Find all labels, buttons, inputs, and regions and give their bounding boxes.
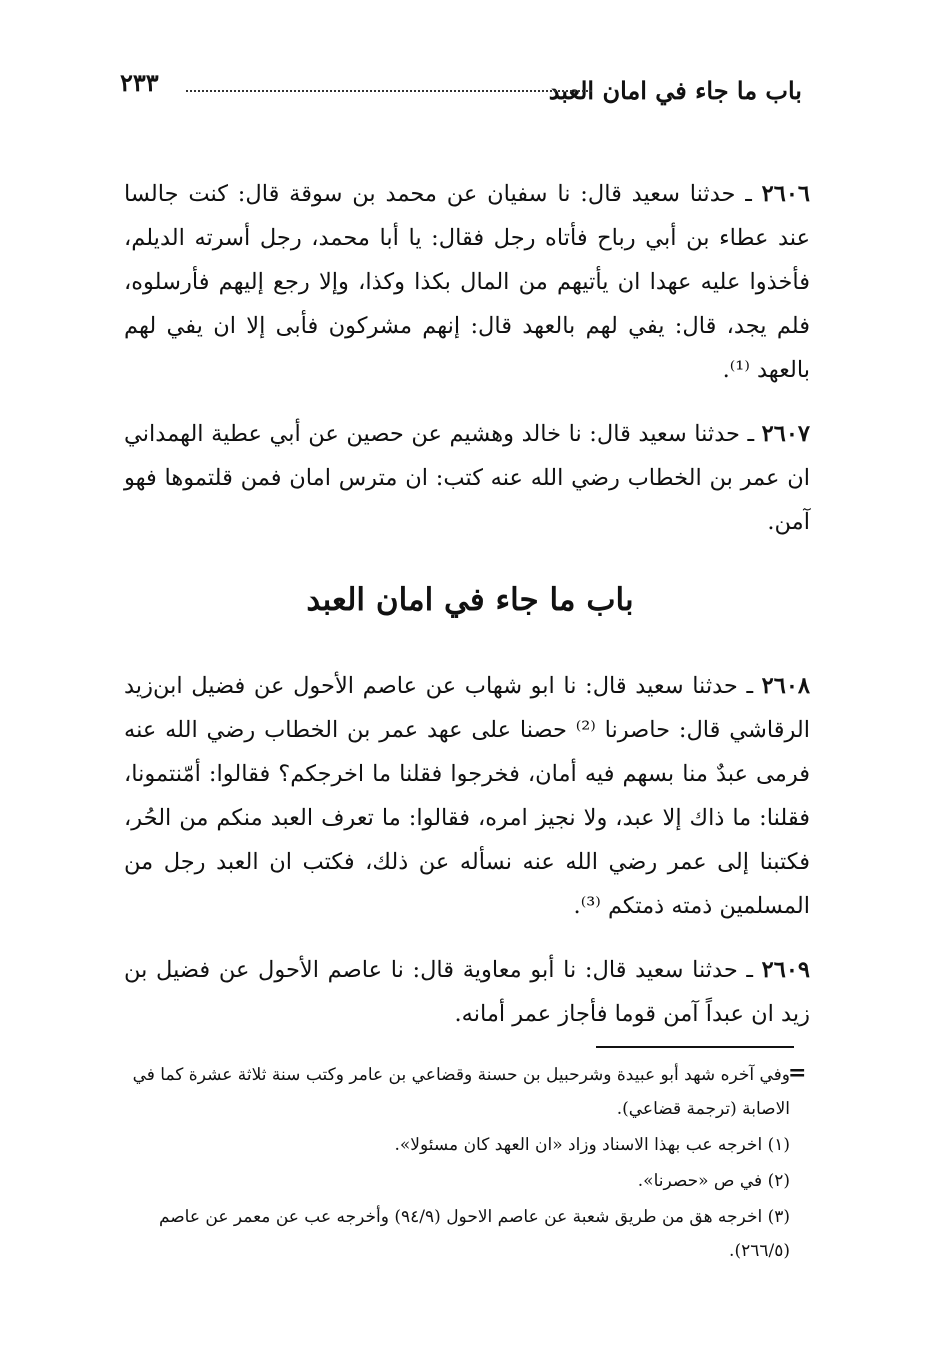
hadith-2607 xyxy=(124,412,810,544)
footnote-continuation: وفي آخره شهد أبو عبيدة وشرحبيل بن حسنة وقضاعي بن عامر وكتب سنة ثلاثة عشرة كما في الاصابة (ترجمة قضاعي). xyxy=(132,1065,790,1119)
running-header-title: باب ما جاء في امان العبد xyxy=(548,76,802,105)
footnote-separator xyxy=(596,1046,794,1048)
header-dotted-leader xyxy=(186,90,592,92)
hadith-text: ـ حدثنا سعيد قال: نا سفيان عن محمد بن سوقة قال: كنت جالسا عند عطاء بن أبي رباح فأتاه رجل فقال: يا أبا محمد، رجل أسرته الديلم، فأخذوا عليه عهدا ان يأتيهم من المال بكذا وكذا، وإلا رجع إليهم فأرسلوه، فلم يجد، قال: يفي لهم بالعهد قال: إنهم مشركون فأبى إلا ان يفي لهم بالعهد ⁽¹⁾. xyxy=(124,181,810,383)
footnote-1: (١) اخرجه عب بهذا الاسناد وزاد «ان العهد كان مسئولا». xyxy=(394,1135,790,1155)
chapter-title: باب ما جاء في امان العبد xyxy=(306,582,634,618)
hadith-2606 xyxy=(124,172,810,392)
footnote-continuation-mark: = xyxy=(788,1060,807,1086)
hadith-number: ٢٦٠٩ xyxy=(761,957,810,983)
page-number: ٢٣٣ xyxy=(120,68,159,97)
hadith-number: ٢٦٠٧ xyxy=(761,421,810,447)
footnote-2: (٢) في ص «حصرنا». xyxy=(637,1171,790,1191)
hadith-number: ٢٦٠٦ xyxy=(761,181,810,207)
hadith-number: ٢٦٠٨ xyxy=(761,673,810,699)
footnote-3: (٣) اخرجه هق من طريق شعبة عن عاصم الاحول (٩٤/٩) وأخرجه عب عن معمر عن عاصم (٢٦٦/٥). xyxy=(158,1207,790,1261)
hadith-2609 xyxy=(124,948,810,1036)
hadith-text: ـ حدثنا سعيد قال: نا أبو معاوية قال: نا عاصم الأحول عن فضيل بن زيد ان عبداً آمن قوما فأجاز عمر أمانه. xyxy=(124,957,810,1027)
hadith-text: ـ حدثنا سعيد قال: نا خالد وهشيم عن حصين عن أبي عطية الهمداني ان عمر بن الخطاب رضي الله عنه كتب: ان مترس امان فمن قلتموها فهو آمن. xyxy=(124,421,810,535)
hadith-2608 xyxy=(124,664,810,928)
hadith-text: ـ حدثنا سعيد قال: نا ابو شهاب عن عاصم الأحول عن فضيل ابن‌زيد الرقاشي قال: حاصرنا ⁽²⁾ حصنا على عهد عمر بن الخطاب رضي الله عنه فرمى عبدٌ منا بسهم فيه أمان، فخرجوا فقلنا ما اخرجكم؟ فقالوا: أمّنتمونا، فقلنا: ما ذاك إلا عبد، ولا نجيز امره، فقالوا: ما تعرف العبد منكم من الحُر، فكتبنا إلى عمر رضي الله عنه نسأله عن ذلك، فكتب ان العبد رجل من المسلمين ذمته ذمتكم ⁽³⁾. xyxy=(124,673,810,919)
